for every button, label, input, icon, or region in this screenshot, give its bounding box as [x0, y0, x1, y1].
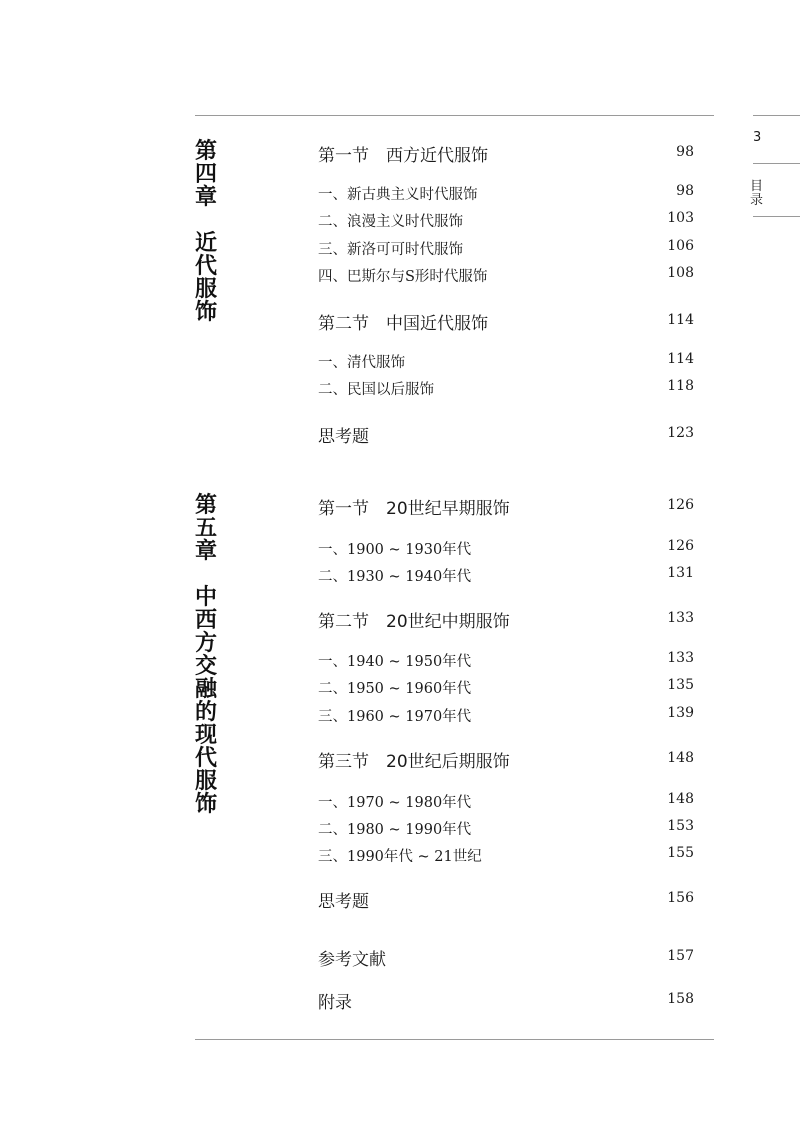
toc-entry[interactable] [318, 675, 694, 699]
bottom-rule [195, 1039, 714, 1040]
toc-entry-label: 第三节 20世纪后期服饰 [318, 752, 510, 772]
toc-entry-label: 参考文献 [318, 950, 386, 970]
toc-entry-label: 三、1990年代 ~ 21世纪 [318, 849, 482, 865]
toc-entry-label: 三、新洛可可时代服饰 [318, 242, 463, 258]
chapter-4-title [194, 140, 218, 324]
toc-entry-page: 148 [667, 750, 694, 766]
toc-entry[interactable] [318, 607, 694, 631]
toc-entry[interactable] [318, 349, 694, 373]
toc-entry-label: 二、1980 ~ 1990年代 [318, 822, 472, 838]
side-rule-top [753, 115, 800, 116]
toc-entry[interactable] [318, 494, 694, 518]
toc-entry-label: 四、巴斯尔与S形时代服饰 [318, 269, 488, 285]
toc-entry-label: 一、新古典主义时代服饰 [318, 187, 478, 203]
toc-entry-page: 126 [667, 538, 694, 554]
toc-entry-label: 第一节 西方近代服饰 [318, 146, 488, 166]
toc-entry[interactable] [318, 789, 694, 813]
toc-entry-label: 二、1930 ~ 1940年代 [318, 569, 472, 585]
toc-entry-page: 157 [667, 948, 694, 964]
toc-entry-label: 思考题 [318, 892, 369, 912]
toc-entry-label: 三、1960 ~ 1970年代 [318, 709, 472, 725]
chapter-5-title [194, 494, 218, 816]
toc-entry-page: 103 [667, 210, 694, 226]
toc-entry-page: 98 [676, 183, 694, 199]
toc-entry[interactable] [318, 843, 694, 867]
toc-entry[interactable] [318, 422, 694, 446]
toc-entry[interactable] [318, 263, 694, 287]
toc-entry-page: 98 [676, 144, 694, 160]
toc-entry-page: 133 [667, 610, 694, 626]
side-rule-bottom [753, 216, 800, 217]
top-rule [195, 115, 714, 116]
toc-entry[interactable] [318, 536, 694, 560]
running-page-number: 3 [753, 130, 762, 145]
chapter-5-number: 第五章 [194, 493, 217, 564]
toc-entry-label: 第一节 20世纪早期服饰 [318, 499, 510, 519]
toc-entry-page: 135 [667, 677, 694, 693]
toc-entry-label: 一、1940 ~ 1950年代 [318, 654, 472, 670]
toc-entry[interactable] [318, 309, 694, 333]
toc-entry[interactable] [318, 141, 694, 165]
toc-entry-page: 118 [667, 378, 694, 394]
toc-entry[interactable] [318, 945, 694, 969]
toc-entry-page: 148 [667, 791, 694, 807]
toc-entry-label: 一、1970 ~ 1980年代 [318, 795, 472, 811]
toc-entry[interactable] [318, 648, 694, 672]
chapter-5-name: 中西方交融的现代服饰 [194, 585, 217, 817]
toc-entry-label: 二、民国以后服饰 [318, 382, 434, 398]
toc-entry-label: 一、1900 ~ 1930年代 [318, 542, 472, 558]
toc-entry-label: 第二节 中国近代服饰 [318, 314, 488, 334]
running-section-label: 目录 [750, 179, 764, 208]
toc-entry-page: 158 [667, 991, 694, 1007]
chapter-4-name: 近代服饰 [194, 231, 217, 325]
toc-entry-label: 思考题 [318, 427, 369, 447]
side-rule-middle [753, 163, 800, 164]
toc-entry-label: 二、浪漫主义时代服饰 [318, 214, 463, 230]
toc-entry-page: 131 [667, 565, 694, 581]
toc-entry-page: 114 [667, 351, 694, 367]
toc-entry[interactable] [318, 887, 694, 911]
toc-entry[interactable] [318, 236, 694, 260]
toc-entry[interactable] [318, 181, 694, 205]
toc-entry[interactable] [318, 703, 694, 727]
toc-entry-page: 139 [667, 705, 694, 721]
toc-entry-page: 114 [667, 312, 694, 328]
toc-entry[interactable] [318, 816, 694, 840]
toc-entry[interactable] [318, 208, 694, 232]
toc-entry-page: 155 [667, 845, 694, 861]
toc-entry-label: 二、1950 ~ 1960年代 [318, 681, 472, 697]
toc-entry-label: 附录 [318, 993, 352, 1013]
toc-entry-page: 153 [667, 818, 694, 834]
toc-entry[interactable] [318, 376, 694, 400]
toc-entry[interactable] [318, 563, 694, 587]
toc-entry[interactable] [318, 988, 694, 1012]
chapter-4-number: 第四章 [194, 139, 217, 210]
toc-entry-page: 133 [667, 650, 694, 666]
toc-entry[interactable] [318, 747, 694, 771]
toc-entry-page: 108 [667, 265, 694, 281]
toc-entry-page: 106 [667, 238, 694, 254]
toc-entry-page: 123 [667, 425, 694, 441]
toc-entry-page: 126 [667, 497, 694, 513]
toc-entry-label: 一、清代服饰 [318, 355, 405, 371]
toc-entry-page: 156 [667, 890, 694, 906]
toc-entry-label: 第二节 20世纪中期服饰 [318, 612, 510, 632]
